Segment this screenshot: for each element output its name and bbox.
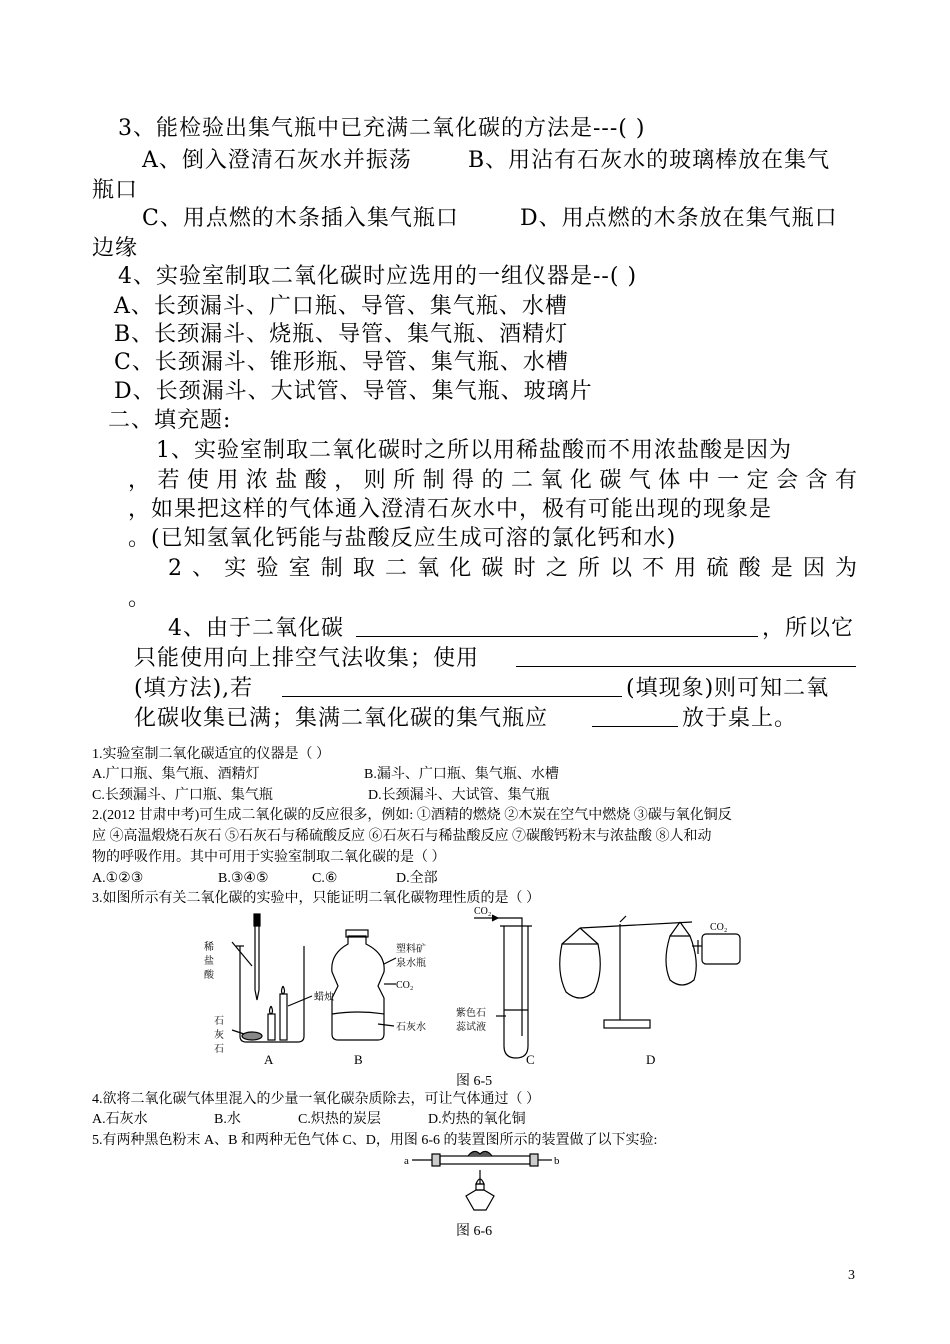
fill4-text-e: (填现象)则可知二氧: [626, 676, 830, 701]
fill4-blank-4[interactable]: [592, 704, 678, 727]
s-q4-option-a: A.石灰水: [92, 1112, 148, 1127]
figure-6-6-caption: 图 6-6: [456, 1224, 493, 1239]
q4-option-a: A、长颈漏斗、广口瓶、导管、集气瓶、水槽: [114, 294, 568, 319]
fill1-line2: ，若使用浓盐酸，则所制得的二氧化碳气体中一定会含有: [128, 468, 858, 493]
label-outlet-b: b: [554, 1155, 560, 1167]
label-fig-d: D: [646, 1052, 656, 1067]
fill1-line3: ，如果把这样的气体通入澄清石灰水中，极有可能出现的现象是: [128, 497, 773, 522]
label-litmus-2: 蕊试液: [456, 1022, 486, 1033]
section-heading-fill: 二、填充题:: [108, 408, 232, 433]
fill4-blank-2[interactable]: [516, 644, 856, 667]
s-q2-option-b: B.③④⑤: [218, 871, 269, 886]
fill1-line4: 。(已知氢氧化钙能与盐酸反应生成可溶的氯化钙和水): [128, 526, 677, 551]
label-co2-b: CO₂: [396, 980, 414, 991]
q3-option-b: B、用沾有石灰水的玻璃棒放在集气: [468, 148, 831, 173]
label-acid-2: 盐: [204, 956, 214, 967]
q3-option-d: D、用点燃的木条放在集气瓶口: [520, 206, 838, 231]
fill4-text-b: ，所以它: [762, 616, 855, 641]
s-q2-line2: 应 ④高温煅烧石灰石 ⑤石灰石与稀硫酸反应 ⑥石灰石与稀盐酸反应 ⑦碳酸钙粉末与浓盐酸 ⑧人和动: [92, 829, 712, 844]
label-acid-1: 稀: [204, 942, 214, 953]
q3-option-c: C、用点燃的木条插入集气瓶口: [142, 206, 459, 231]
q4-option-d: D、长颈漏斗、大试管、导管、集气瓶、玻璃片: [114, 379, 593, 404]
s-q1-stem: 1.实验室制二氧化碳适宜的仪器是（ ）: [92, 747, 330, 762]
s-q2-line3: 物的呼吸作用。其中可用于实验室制取二氧化碳的是（ ）: [92, 850, 446, 865]
s-q1-option-d: D.长颈漏斗、大试管、集气瓶: [368, 788, 550, 803]
fill4-text-c: 只能使用向上排空气法收集；使用: [134, 646, 480, 671]
fill4-blank-3[interactable]: [282, 674, 622, 697]
s-q4-option-b: B.水: [214, 1112, 241, 1127]
s-q1-option-b: B.漏斗、广口瓶、集气瓶、水槽: [364, 767, 559, 782]
figure-6-6: [400, 1148, 570, 1218]
label-fig-c: C: [526, 1052, 535, 1067]
label-stone-3: 石: [214, 1044, 224, 1055]
fill2-line2: 。: [128, 586, 152, 611]
label-co2-c: CO₂: [474, 906, 492, 917]
fill2-line1: 2、实验室制取二氧化碳时之所以不用硫酸是因为: [168, 556, 858, 581]
label-litmus-1: 紫色石: [456, 1008, 486, 1019]
q3-option-d-cont: 边缘: [92, 236, 139, 261]
fill4-text-g: 放于桌上。: [682, 706, 798, 731]
label-candle: 蜡烛: [314, 992, 334, 1003]
page-number: 3: [848, 1268, 855, 1283]
label-limewater: 石灰水: [396, 1022, 426, 1033]
q4-option-c: C、长颈漏斗、锥形瓶、导管、集气瓶、水槽: [114, 350, 569, 375]
s-q2-option-a: A.①②③: [92, 871, 144, 886]
label-fig-b: B: [354, 1052, 363, 1067]
label-bottle-1: 塑料矿: [396, 944, 426, 955]
s-q3-stem: 3.如图所示有关二氧化碳的实验中，只能证明二氧化碳物理性质的是（ ）: [92, 891, 540, 906]
label-acid-3: 酸: [204, 970, 214, 981]
s-q1-option-c: C.长颈漏斗、广口瓶、集气瓶: [92, 788, 273, 803]
s-q2-option-d: D.全部: [396, 871, 438, 886]
q3-option-b-cont: 瓶口: [92, 178, 139, 203]
fill4-blank-1[interactable]: [356, 614, 758, 637]
label-stone-2: 灰: [214, 1030, 224, 1041]
fill1-line1: 1、实验室制取二氧化碳时之所以用稀盐酸而不用浓盐酸是因为: [156, 438, 792, 463]
fill4-text-f: 化碳收集已满；集满二氧化碳的集气瓶应: [134, 706, 549, 731]
figure-6-5-caption: 图 6-5: [456, 1074, 493, 1089]
s-q2-option-c: C.⑥: [312, 871, 338, 886]
label-inlet-a: a: [404, 1155, 409, 1167]
s-q1-option-a: A.广口瓶、集气瓶、酒精灯: [92, 767, 260, 782]
label-co2-d: CO₂: [710, 922, 728, 933]
label-stone-1: 石: [214, 1016, 224, 1027]
q4-stem: 4、实验室制取二氧化碳时应选用的一组仪器是--( ): [118, 264, 638, 289]
q4-option-b: B、长颈漏斗、烧瓶、导管、集气瓶、酒精灯: [114, 322, 569, 347]
label-bottle-2: 泉水瓶: [396, 958, 426, 969]
q3-option-a: A、倒入澄清石灰水并振荡: [142, 148, 412, 173]
s-q2-line1: 2.(2012 甘肃中考)可生成二氧化碳的反应很多，例如: ①酒精的燃烧 ②木炭在空气中燃烧 ③碳与氧化铜反: [92, 808, 732, 823]
fill4-text-d: (填方法),若: [134, 676, 254, 701]
figure-6-5: [200, 906, 760, 1068]
label-fig-a: A: [264, 1052, 274, 1067]
s-q4-option-d: D.灼热的氧化铜: [428, 1112, 526, 1127]
s-q5-stem: 5.有两种黑色粉末 A、B 和两种无色气体 C、D，用图 6-6 的装置图所示的装置做了以下实验:: [92, 1133, 658, 1148]
s-q4-option-c: C.炽热的炭层: [298, 1112, 381, 1127]
s-q4-stem: 4.欲将二氧化碳气体里混入的少量一氧化碳杂质除去，可让气体通过（ ）: [92, 1092, 540, 1107]
fill4-text-a: 4、由于二氧化碳: [168, 616, 344, 641]
q3-stem: 3、能检验出集气瓶中已充满二氧化碳的方法是---( ): [118, 116, 646, 141]
